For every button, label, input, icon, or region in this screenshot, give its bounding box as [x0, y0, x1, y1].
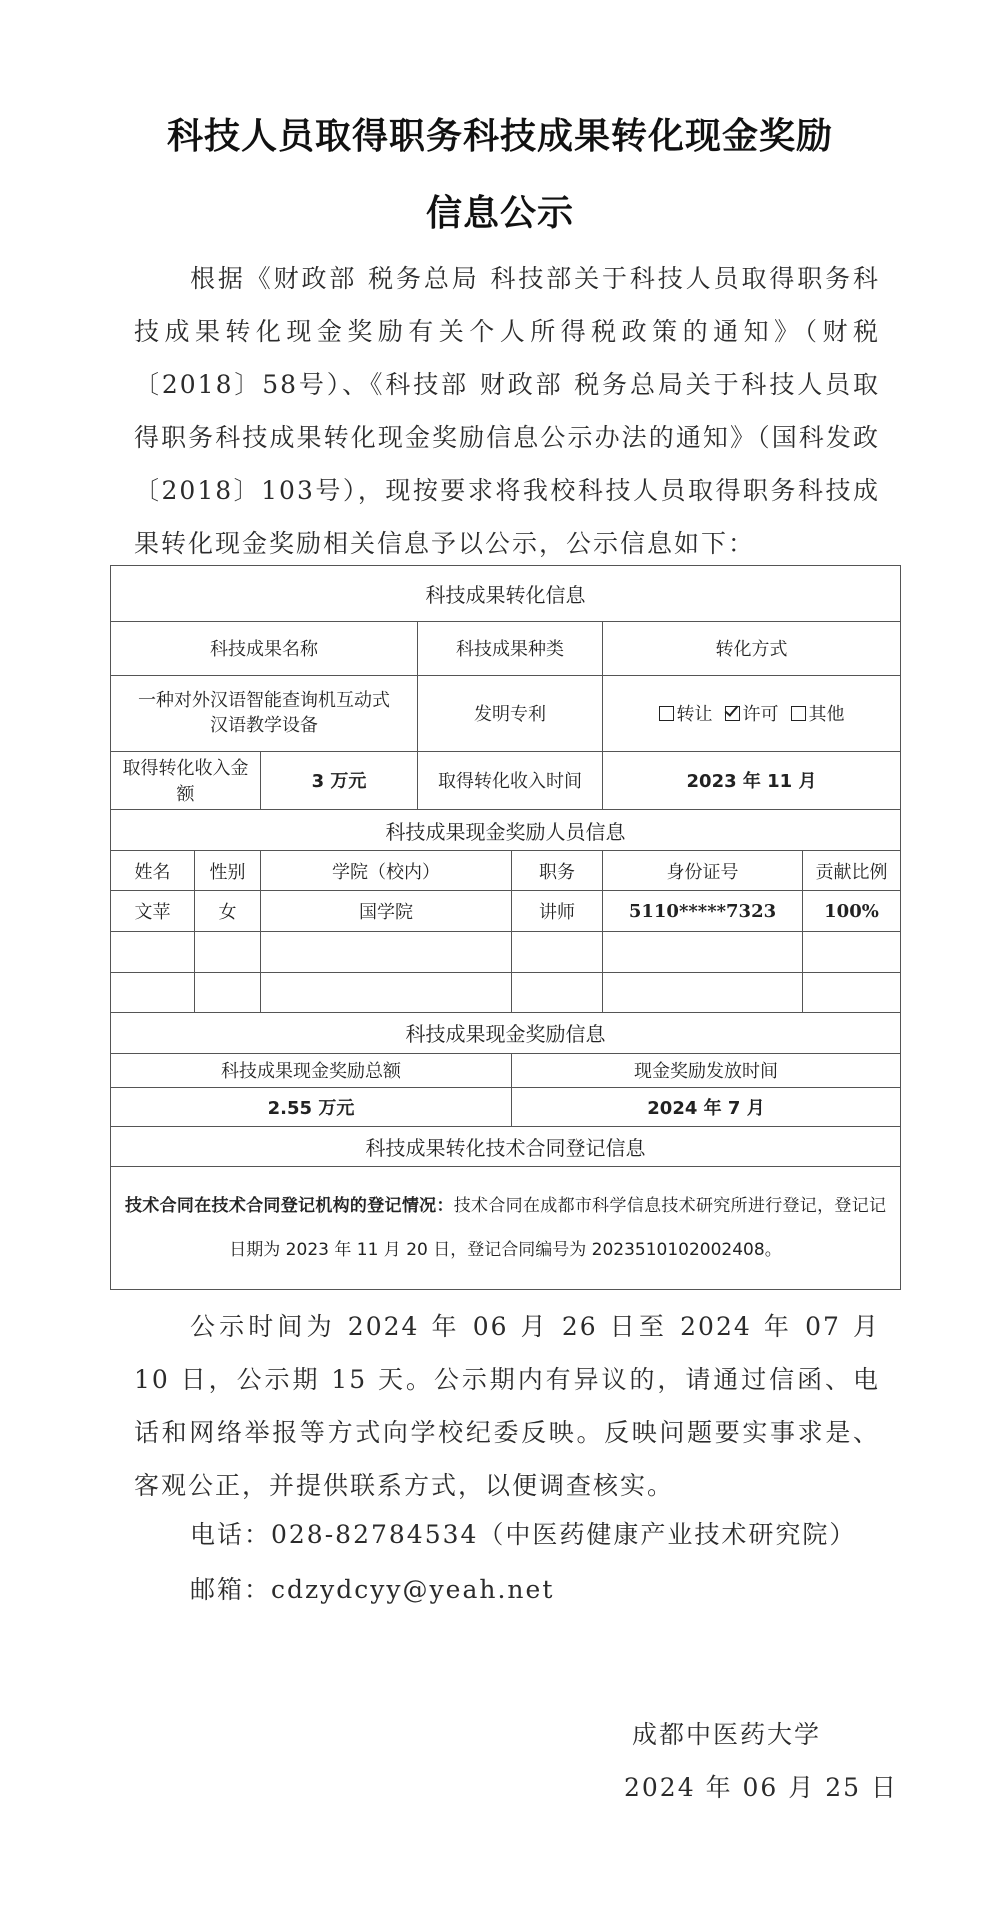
person-position: [512, 931, 603, 972]
section-title-conversion: 科技成果转化信息: [111, 566, 901, 622]
notice-paragraph: 公示时间为 2024 年 06 月 26 日至 2024 年 07 月 10 日，公示期 15 天。公示期内有异议的，请通过信函、电话和网络举报等方式向学校纪委反映。反映问题要实事求是、客观公正，并提供联系方式，以便调查核实。: [134, 1312, 880, 1500]
contact-email: 邮箱：cdzydcyy@yeah.net: [190, 1575, 555, 1604]
person-gender: [195, 931, 261, 972]
reward-total-value: 2.55 万元: [111, 1088, 512, 1127]
person-name: [111, 931, 195, 972]
intro-paragraph: 根据《财政部 税务总局 科技部关于科技人员取得职务科技成果转化现金奖励有关个人所得税政策的通知》（财税〔2018〕58号）、《科技部 财政部 税务总局关于科技人员取得职务科技成果转化现金奖励信息公示办法的通知》（国科发政〔2018〕103号），现按要求将我校科技人员取得职务科技成果转化现金奖励相关信息予以公示，公示信息如下：: [134, 264, 880, 558]
person-contribution: 100%: [803, 891, 901, 932]
person-gender: 女: [195, 891, 261, 932]
contract-registration-text: 技术合同在成都市科学信息技术研究所进行登记，登记记日期为 2023 年 11 月 20 日，登记合同编号为 2023510102002408。: [229, 1196, 887, 1261]
contact-phone: 电话：028-82784534（中医药健康产业技术研究院）: [190, 1520, 857, 1549]
issuing-organization: 成都中医药大学: [632, 1720, 822, 1749]
header-conversion-method: 转化方式: [603, 621, 901, 675]
income-time-label: 取得转化收入时间: [418, 751, 603, 810]
result-kind: 发明专利: [418, 675, 603, 751]
person-id-number: 5110*****7323: [603, 891, 803, 932]
table-row: [111, 931, 901, 972]
person-contribution: [803, 972, 901, 1013]
result-name: 一种对外汉语智能查询机互动式汉语教学设备: [111, 675, 418, 751]
method-option-other[interactable]: 其他: [791, 704, 845, 725]
checked-checkbox-icon: [725, 706, 740, 721]
header-result-kind: 科技成果种类: [418, 621, 603, 675]
issue-date: 2024 年 06 月 25 日: [624, 1773, 898, 1802]
person-id-number: [603, 931, 803, 972]
reward-total-label: 科技成果现金奖励总额: [111, 1053, 512, 1087]
conversion-method-options: [603, 675, 901, 751]
header-position: 职务: [512, 850, 603, 891]
contract-registration-label: 技术合同在技术合同登记机构的登记情况：: [125, 1196, 454, 1217]
person-college: [261, 931, 512, 972]
header-contribution: 贡献比例: [803, 850, 901, 891]
reward-time-label: 现金奖励发放时间: [512, 1053, 901, 1087]
reward-time-value: 2024 年 7 月: [512, 1088, 901, 1127]
checkbox-icon: [791, 706, 806, 721]
table-row: [111, 972, 901, 1013]
document-subtitle: 信息公示: [425, 193, 574, 234]
section-title-persons: 科技成果现金奖励人员信息: [111, 810, 901, 851]
method-option-license[interactable]: 许可: [725, 704, 779, 725]
income-amount-value: 3 万元: [261, 751, 418, 810]
header-result-name: 科技成果名称: [111, 621, 418, 675]
section-title-contract: 科技成果转化技术合同登记信息: [111, 1126, 901, 1167]
checkbox-icon: [659, 706, 674, 721]
person-name: [111, 972, 195, 1013]
document-title: 科技人员取得职务科技成果转化现金奖励: [166, 116, 833, 157]
header-college: 学院（校内）: [261, 850, 512, 891]
header-gender: 性别: [195, 850, 261, 891]
person-header-row: [111, 850, 901, 891]
header-id-number: 身份证号: [603, 850, 803, 891]
person-position: [512, 972, 603, 1013]
method-option-transfer[interactable]: 转让: [659, 704, 713, 725]
person-gender: [195, 972, 261, 1013]
person-contribution: [803, 931, 901, 972]
person-id-number: [603, 972, 803, 1013]
person-name: 文苹: [111, 891, 195, 932]
income-amount-label: 取得转化收入金额: [111, 751, 261, 810]
section-title-reward: 科技成果现金奖励信息: [111, 1013, 901, 1054]
contract-registration-info: [111, 1167, 901, 1290]
person-college: 国学院: [261, 891, 512, 932]
header-name: 姓名: [111, 850, 195, 891]
disclosure-table: [110, 565, 901, 1290]
person-college: [261, 972, 512, 1013]
table-row: [111, 891, 901, 932]
person-position: 讲师: [512, 891, 603, 932]
income-time-value: 2023 年 11 月: [603, 751, 901, 810]
